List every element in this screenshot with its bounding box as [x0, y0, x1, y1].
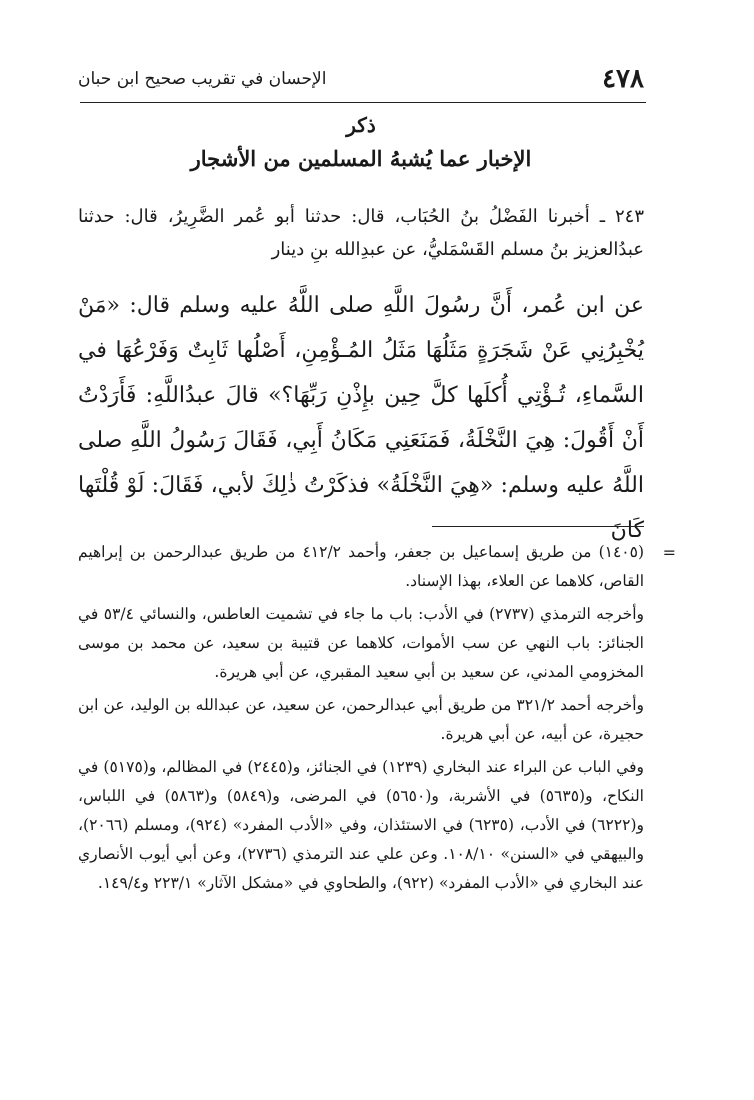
section-title: الإخبار عما يُشبهُ المسلمين من الأشجار — [190, 146, 532, 171]
hadith-isnad — [78, 200, 644, 266]
section-kicker: ذكر — [346, 113, 376, 137]
footnotes — [78, 538, 676, 902]
footnote-text: (١٤٠٥) من طريق إسماعيل بن جعفر، وأحمد ٤١٢/٢ من طريق عبدالرحمن بن إبراهيم القاص، كلاهما عن العلاء، بهذا الإسناد. — [78, 543, 645, 590]
footnote-paragraph: وفي الباب عن البراء عند البخاري (١٢٣٩) في الجنائز، و(٢٤٤٥) في المظالم، و(٥١٧٥) في النكاح، و(٥٦٣٥) في الأشربة، و(٥٦٥٠) في المرضى، و(٥٨٤٩) و(٥٨٦٣) في اللباس، و(٦٢٢٢) في الأدب، (٦٢٣٥) في الاستئذان، وفي «الأدب المفرد» (٩٢٤)، ومسلم (٢٠٦٦)، والبيهقي في «السنن» ١٠٨/١٠. وعن علي عند الترمذي (٢٧٣٦)، وعن أبي أيوب الأنصاري عند البخاري في «الأدب المفرد» (٩٢٢)، والطحاوي في «مشكل الآثار» ٢٢٣/١ و١٤٩/٤. — [78, 758, 644, 892]
footnote-divider — [432, 526, 644, 527]
footnote-paragraph: وأخرجه أحمد ٣٢١/٢ من طريق أبي عبدالرحمن، عن سعيد، عن عبدالله بن الوليد، عن ابن حجيرة، عن أبيه، عن أبي هريرة. — [78, 696, 645, 743]
continuation-mark: = — [662, 543, 676, 562]
footnote-paragraph — [78, 538, 676, 596]
header-divider — [80, 102, 646, 103]
page-header — [78, 62, 644, 96]
hadith-matn: عن ابن عُمر، أَنَّ رسُولَ اللَّهِ صلى اللَّهُ عليه وسلم قال: «مَنْ يُخْبِرُنِي عَنْ شَجَرَةٍ مَثَلُهَا مَثَلُ المُـؤْمِنِ، أَصْلُها ثَابِتٌ وَفَرْعُهَا في السَّماءِ، تُـؤْتِي أُكلَها كلَّ حِين بإِذْنِ رَبِّهَا؟» قالَ عبدُاللَّهِ: فَأَرَدْتُ أَنْ أَقُولَ: هِيَ النَّخْلَةُ، فَمَنَعَنِي مَكَانُ أَبِي، فَقَالَ رَسُولُ اللَّهِ صلى اللَّهُ عليه وسلم: «هِيَ النَّخْلَةُ» فذكَرْتُ ذٰلِكَ لأبي، فَقَالَ: لَوْ قُلْتَها كَانَ — [78, 293, 644, 543]
page-number: ٤٧٨ — [602, 64, 644, 94]
hadith-number: ٢٤٣ ـ — [599, 206, 644, 227]
isnad-text: أخبرنا الفَضْلُ بنُ الحُبَاب، قال: حدثنا أبو عُمر الضَّرِيرُ، قال: حدثنا عبدُالعزيز بنُ مسلم القَسْمَليُّ، عن عبدِالله بنِ دينار — [78, 206, 644, 260]
footnote-paragraph: وأخرجه الترمذي (٢٧٣٧) في الأدب: باب ما جاء في تشميت العاطس، والنسائي ٥٣/٤ في الجنائز: باب النهي عن سب الأموات، كلاهما عن قتيبة بن سعيد، عن محمد بن موسى المخزومي المدني، عن سعيد بن أبي سعيد المقبري، عن أبي هريرة. — [78, 605, 644, 681]
running-title: الإحسان في تقريب صحيح ابن حبان — [78, 69, 327, 89]
